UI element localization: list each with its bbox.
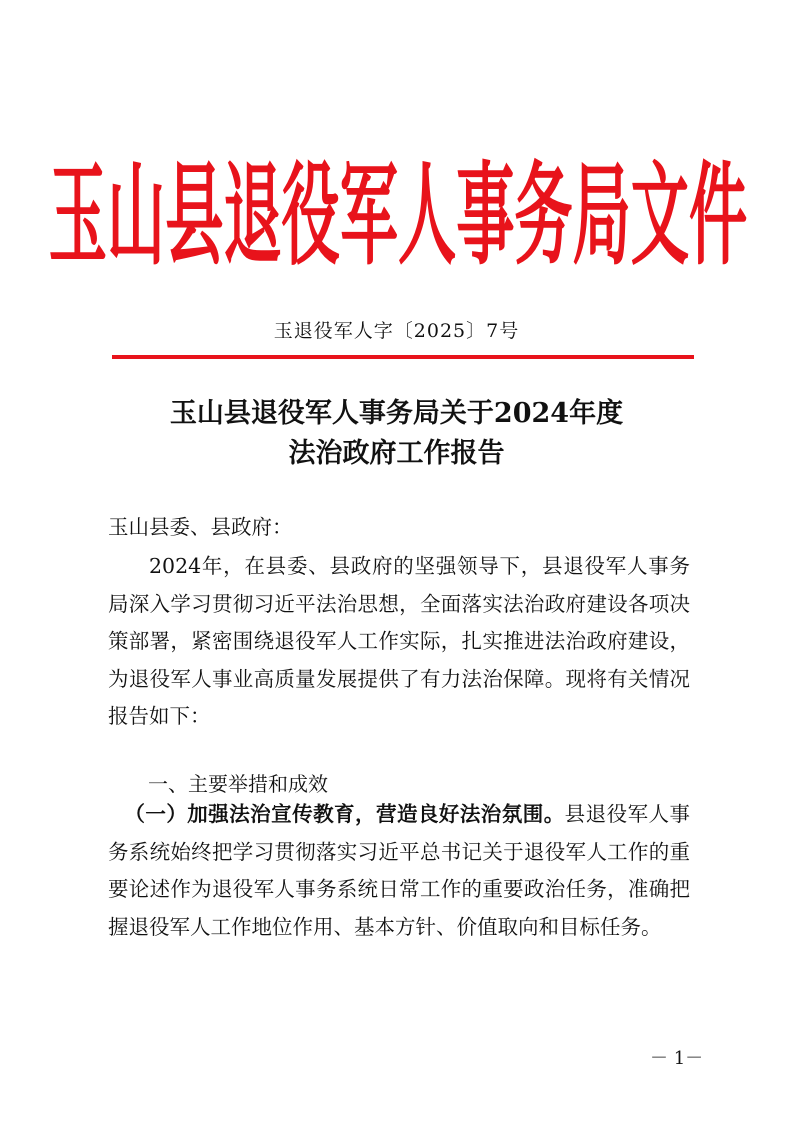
masthead — [48, 132, 748, 282]
report-title — [0, 394, 793, 474]
report-title-line-1: 玉山县退役军人事务局关于2024年度 — [169, 398, 624, 429]
intro-paragraph: 2024年，在县委、县政府的坚强领导下，县退役军人事务局深入学习贯彻习近平法治思想，全面落实法治政府建设各项决策部署，紧密围绕退役军人工作实际，扎实推进法治政府建设，为退役军人事业高质量发展提供了有力法治保障。现将有关情况报告如下： — [108, 554, 690, 728]
red-divider-line — [112, 355, 694, 359]
report-title-line-2: 法治政府工作报告 — [288, 438, 505, 469]
section-heading-1: 一、主要举措和成效 — [148, 772, 328, 796]
subsection-heading-1: （一）加强法治宣传教育，营造良好法治氛围。 — [124, 802, 565, 826]
subsection-paragraph-1 — [108, 796, 690, 946]
page-number: － 1－ — [650, 1048, 704, 1069]
document-number: 玉退役军人字〔2025〕7号 — [273, 320, 520, 342]
subsection-text-1: 县退役军人事务系统始终把学习贯彻落实习近平总书记关于退役军人工作的重要论述作为退役军人事务系统日常工作的重要政治任务，准确把握退役军人工作地位作用、基本方针、价值取向和目标任务。 — [108, 802, 691, 939]
salutation: 玉山县委、县政府： — [108, 515, 293, 539]
masthead-title: 玉山县退役军人事务局文件 — [48, 151, 748, 281]
